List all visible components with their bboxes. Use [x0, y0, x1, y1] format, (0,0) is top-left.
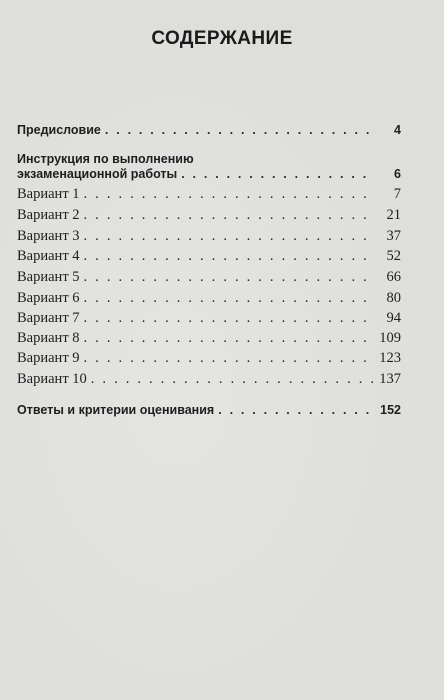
toc-entry-variant-8 [17, 328, 401, 348]
toc-entry-label: Предисловие [17, 123, 101, 137]
toc-entry-label: Вариант 1 [17, 186, 80, 202]
toc-entry-page: 137 [379, 371, 401, 387]
dot-leader [84, 308, 373, 328]
dot-leader [91, 369, 373, 389]
toc-entry-page: 21 [386, 207, 401, 223]
toc-entry-variant-1 [17, 184, 401, 204]
toc-entry-label: Вариант 10 [17, 371, 87, 387]
toc-entry-page: 66 [386, 269, 401, 285]
dot-leader [84, 205, 373, 225]
toc-entry-page: 4 [394, 123, 401, 137]
dot-leader [84, 267, 373, 287]
toc-entry-page: 94 [386, 310, 401, 326]
toc-entry-label: Вариант 6 [17, 290, 80, 306]
toc-entry-variant-4 [17, 246, 401, 266]
toc-entry-label: Вариант 5 [17, 269, 80, 285]
toc-entry-label: Вариант 4 [17, 248, 80, 264]
dot-leader [84, 328, 373, 348]
toc-entry-preface [17, 120, 401, 140]
toc-entry-page: 37 [386, 228, 401, 244]
toc-entry-variant-9 [17, 348, 401, 368]
toc-entry-page: 109 [379, 330, 401, 346]
toc-entry-page: 80 [386, 290, 401, 306]
dot-leader [84, 288, 373, 308]
toc-entry-label: Ответы и критерии оценивания [17, 403, 215, 417]
dot-leader [84, 348, 373, 368]
toc-entry-page: 152 [380, 403, 401, 417]
dot-leader [218, 400, 373, 420]
toc-entry-variant-3 [17, 226, 401, 246]
toc-entry-variant-7 [17, 308, 401, 328]
dot-leader [105, 120, 373, 140]
toc-entry-page: 52 [386, 248, 401, 264]
dot-leader [84, 226, 373, 246]
toc-entry-variant-5 [17, 267, 401, 287]
toc-entry-label: Вариант 9 [17, 350, 80, 366]
toc-entry-page: 123 [379, 350, 401, 366]
toc-entry-label: Вариант 8 [17, 330, 80, 346]
toc-entry-label: Вариант 7 [17, 310, 80, 326]
toc-entry-variant-2 [17, 205, 401, 225]
toc-entry-variant-10 [17, 369, 401, 389]
toc-entry-variant-6 [17, 288, 401, 308]
toc-entry-label: Вариант 2 [17, 207, 80, 223]
toc-entry-instructions-row [17, 164, 401, 184]
dot-leader [84, 246, 373, 266]
toc-entry-label: Вариант 3 [17, 228, 80, 244]
dot-leader [84, 184, 373, 204]
page-title: СОДЕРЖАНИЕ [151, 28, 293, 49]
dot-leader [181, 164, 373, 184]
toc-entry-page: 7 [393, 186, 401, 202]
toc-entry-label: экзаменационной работы [17, 167, 178, 181]
toc-entry-answers [17, 400, 401, 420]
toc-entry-label-line1: Инструкция по выполнению [17, 152, 194, 166]
toc-entry-page: 6 [394, 167, 401, 181]
